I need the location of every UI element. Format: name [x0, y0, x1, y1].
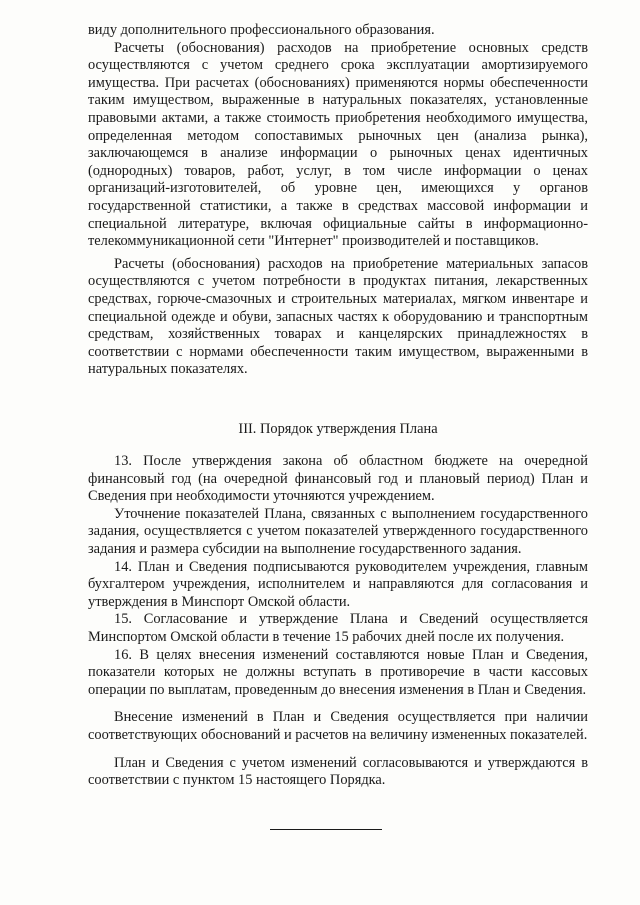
paragraph-fixed-assets: Расчеты (обоснования) расходов на приобретение основных средств осуществляются с учетом среднего срока эксплуатации амортизируемого имущества. При расчетах (обоснованиях) применяются нормы обеспеченности таким имуществом, выраженные в натуральных показателях, установленные правовыми актами, а также стоимость приобретения необходимого имущества, определенная методом сопоставимых рыночных цен (анализа рынка), заключающемся в анализе информации о рыночных ценах идентичных (однородных) товаров, работ, услуг, в том числе информации о ценах организаций-изготовителей, об уровне цен, имеющихся у органов государственной статистики, а также в средствах массовой информации и специальной литературе, включая официальные сайты в информационно-телекоммуникационной сети "Интернет" производителей и поставщиков. [88, 39, 588, 250]
section-approval [88, 453, 588, 790]
paragraph-material-reserves: Расчеты (обоснования) расходов на приобретение материальных запасов осуществляются с учетом потребности в продуктах питания, лекарственных средствах, горюче-смазочных и строительных материалах, мягком инвентаре и специальной одежде и обуви, запасных частях к оборудованию и транспортным средствам, хозяйственных товарах и канцелярских принадлежностях в соответствии с нормами обеспеченности таким имуществом, выраженными в натуральных показателях. [88, 255, 588, 378]
section-heading: III. Порядок утверждения Плана [238, 421, 438, 437]
paragraph-changes: Внесение изменений в План и Сведения осуществляется при наличии соответствующих обоснований и расчетов на величину измененных показателей. [88, 709, 588, 743]
paragraph-continuation: виду дополнительного профессионального образования. [88, 22, 435, 38]
section-top [88, 22, 588, 379]
paragraph-16: 16. В целях внесения изменений составляются новые План и Сведения, показатели которых не должны вступать в противоречие в части кассовых операции по выплатам, проведенным до внесения изменения в План и Сведения. [88, 646, 588, 698]
paragraph-15: 15. Согласование и утверждение Плана и Сведений осуществляется Минспортом Омской области в течение 15 рабочих дней после их получения. [88, 611, 588, 645]
paragraph-13: 13. После утверждения закона об областном бюджете на очередной финансовый год (на очередной финансовый год и плановый период) План и Сведения при необходимости уточняются учреждением. [88, 453, 588, 505]
closing-rule [270, 829, 382, 830]
paragraph-refinement: Уточнение показателей Плана, связанных с выполнением государственного задания, осуществляется с учетом показателей утвержденного государственного задания и размера субсидии на выполнение государственного задания. [88, 505, 588, 557]
paragraph-14: 14. План и Сведения подписываются руководителем учреждения, главным бухгалтером учреждения, исполнителем и направляются для согласования и утверждения в Минспорт Омской области. [88, 558, 588, 610]
paragraph-final: План и Сведения с учетом изменений согласовываются и утверждаются в соответствии с пунктом 15 настоящего Порядка. [88, 754, 588, 789]
